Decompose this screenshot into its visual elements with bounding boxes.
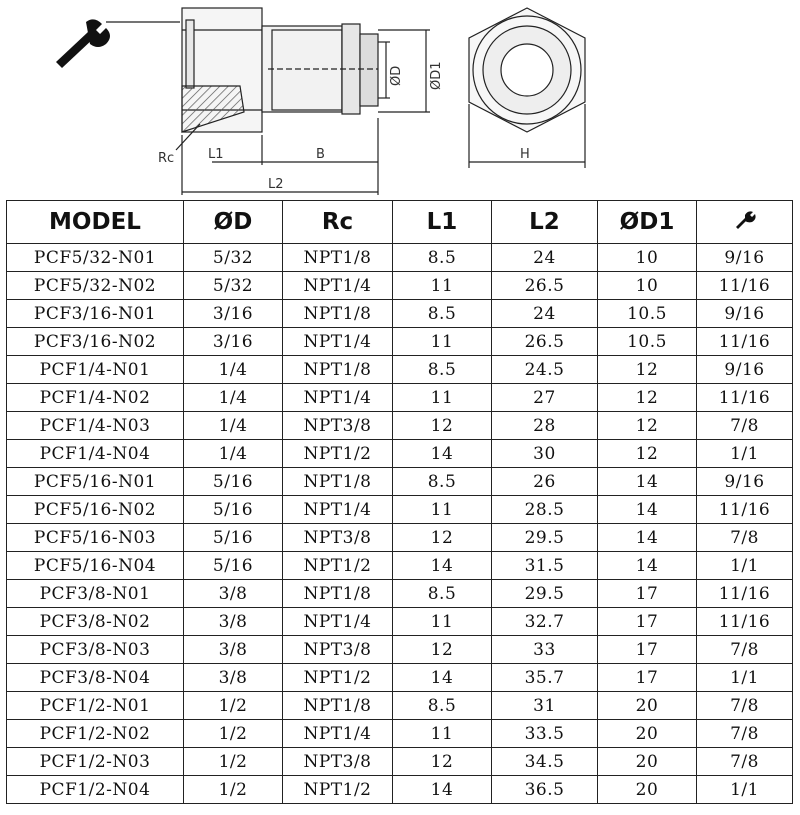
cell-model: PCF1/4-N02 (7, 384, 184, 412)
cell-wrench-size: 1/1 (697, 440, 793, 468)
cell-l1: 11 (393, 384, 492, 412)
cell-l1: 8.5 (393, 300, 492, 328)
table-row (7, 328, 793, 356)
header-l2: L2 (492, 201, 598, 244)
table-row (7, 496, 793, 524)
cell-od1: 10 (598, 244, 697, 272)
cell-l1: 11 (393, 328, 492, 356)
cell-rc: NPT1/8 (283, 356, 393, 384)
cell-wrench-size: 11/16 (697, 580, 793, 608)
cell-od1: 10.5 (598, 328, 697, 356)
cell-od: 3/8 (184, 608, 283, 636)
label-d: ØD (389, 65, 404, 86)
cell-od: 5/16 (184, 468, 283, 496)
label-rc: Rc (158, 151, 175, 166)
table-row (7, 664, 793, 692)
cell-rc: NPT1/4 (283, 496, 393, 524)
cell-wrench-size: 1/1 (697, 776, 793, 804)
cell-od: 3/16 (184, 300, 283, 328)
cell-od1: 20 (598, 692, 697, 720)
label-d1: ØD1 (429, 61, 444, 90)
cell-l1: 12 (393, 524, 492, 552)
cell-l2: 29.5 (492, 524, 598, 552)
cell-rc: NPT1/2 (283, 552, 393, 580)
cell-od: 3/8 (184, 664, 283, 692)
fitting-end-view (469, 8, 585, 168)
cell-od: 1/4 (184, 384, 283, 412)
spec-table (6, 200, 793, 804)
cell-rc: NPT1/2 (283, 776, 393, 804)
cell-od1: 12 (598, 412, 697, 440)
table-row (7, 300, 793, 328)
cell-l1: 14 (393, 440, 492, 468)
cell-od1: 10.5 (598, 300, 697, 328)
cell-wrench-size: 11/16 (697, 608, 793, 636)
cell-wrench-size: 11/16 (697, 496, 793, 524)
header-od1: ØD1 (598, 201, 697, 244)
cell-l2: 24.5 (492, 356, 598, 384)
cell-wrench-size: 7/8 (697, 636, 793, 664)
cell-wrench-size: 9/16 (697, 244, 793, 272)
cell-model: PCF3/16-N01 (7, 300, 184, 328)
cell-l1: 14 (393, 664, 492, 692)
cell-l1: 12 (393, 748, 492, 776)
cell-rc: NPT1/4 (283, 608, 393, 636)
cell-rc: NPT1/4 (283, 384, 393, 412)
cell-od1: 14 (598, 496, 697, 524)
cell-od: 1/2 (184, 748, 283, 776)
table-row (7, 244, 793, 272)
cell-l1: 14 (393, 552, 492, 580)
cell-rc: NPT1/8 (283, 580, 393, 608)
cell-od1: 14 (598, 524, 697, 552)
cell-l2: 31 (492, 692, 598, 720)
cell-od: 5/32 (184, 244, 283, 272)
cell-model: PCF5/32-N02 (7, 272, 184, 300)
cell-od: 1/2 (184, 776, 283, 804)
cell-od1: 17 (598, 664, 697, 692)
cell-wrench-size: 1/1 (697, 664, 793, 692)
cell-wrench-size: 11/16 (697, 384, 793, 412)
cell-od: 1/2 (184, 720, 283, 748)
cell-wrench-size: 7/8 (697, 692, 793, 720)
cell-model: PCF5/16-N01 (7, 468, 184, 496)
cell-od1: 12 (598, 440, 697, 468)
cell-model: PCF3/8-N04 (7, 664, 184, 692)
cell-l2: 34.5 (492, 748, 598, 776)
cell-l2: 24 (492, 244, 598, 272)
cell-l1: 8.5 (393, 580, 492, 608)
table-row (7, 412, 793, 440)
cell-wrench-size: 9/16 (697, 356, 793, 384)
table-row (7, 692, 793, 720)
table-row (7, 608, 793, 636)
header-model: MODEL (7, 201, 184, 244)
cell-l1: 8.5 (393, 692, 492, 720)
cell-model: PCF1/4-N03 (7, 412, 184, 440)
cell-od1: 20 (598, 748, 697, 776)
cell-od: 3/8 (184, 636, 283, 664)
table-row (7, 384, 793, 412)
cell-l1: 8.5 (393, 244, 492, 272)
cell-l2: 31.5 (492, 552, 598, 580)
cell-l1: 11 (393, 496, 492, 524)
cell-wrench-size: 7/8 (697, 748, 793, 776)
cell-od: 5/16 (184, 496, 283, 524)
cell-wrench-size: 9/16 (697, 300, 793, 328)
header-wrench (697, 201, 793, 244)
cell-model: PCF1/4-N01 (7, 356, 184, 384)
cell-model: PCF3/8-N02 (7, 608, 184, 636)
cell-rc: NPT1/4 (283, 272, 393, 300)
table-header-row (7, 201, 793, 244)
cell-l1: 11 (393, 272, 492, 300)
cell-model: PCF3/8-N03 (7, 636, 184, 664)
cell-l2: 30 (492, 440, 598, 468)
cell-l1: 8.5 (393, 356, 492, 384)
header-rc: Rc (283, 201, 393, 244)
cell-od1: 12 (598, 384, 697, 412)
cell-wrench-size: 1/1 (697, 552, 793, 580)
cell-l1: 12 (393, 636, 492, 664)
table-row (7, 580, 793, 608)
table-row (7, 440, 793, 468)
cell-wrench-size: 11/16 (697, 272, 793, 300)
table-row (7, 776, 793, 804)
fitting-technical-drawing (0, 0, 800, 198)
cell-l2: 26 (492, 468, 598, 496)
cell-od: 5/16 (184, 524, 283, 552)
label-h: H (520, 147, 530, 162)
cell-od1: 14 (598, 468, 697, 496)
label-l2: L2 (268, 177, 284, 192)
cell-wrench-size: 7/8 (697, 720, 793, 748)
cell-model: PCF1/2-N04 (7, 776, 184, 804)
cell-model: PCF5/16-N04 (7, 552, 184, 580)
cell-od: 1/4 (184, 356, 283, 384)
cell-model: PCF1/4-N04 (7, 440, 184, 468)
cell-l1: 11 (393, 720, 492, 748)
table-row (7, 524, 793, 552)
header-l1: L1 (393, 201, 492, 244)
cell-l2: 28 (492, 412, 598, 440)
cell-rc: NPT3/8 (283, 412, 393, 440)
cell-model: PCF1/2-N02 (7, 720, 184, 748)
label-b: B (316, 147, 325, 162)
cell-rc: NPT1/8 (283, 300, 393, 328)
cell-model: PCF5/16-N02 (7, 496, 184, 524)
cell-wrench-size: 11/16 (697, 328, 793, 356)
cell-l2: 28.5 (492, 496, 598, 524)
cell-l2: 29.5 (492, 580, 598, 608)
cell-od: 5/16 (184, 552, 283, 580)
cell-l1: 14 (393, 776, 492, 804)
cell-od1: 20 (598, 776, 697, 804)
cell-rc: NPT1/4 (283, 720, 393, 748)
table-row (7, 748, 793, 776)
cell-rc: NPT3/8 (283, 524, 393, 552)
cell-l1: 11 (393, 608, 492, 636)
cell-rc: NPT1/8 (283, 468, 393, 496)
cell-od: 3/16 (184, 328, 283, 356)
cell-od: 1/2 (184, 692, 283, 720)
cell-l2: 33 (492, 636, 598, 664)
cell-model: PCF5/32-N01 (7, 244, 184, 272)
cell-l2: 32.7 (492, 608, 598, 636)
cell-rc: NPT1/8 (283, 244, 393, 272)
cell-wrench-size: 7/8 (697, 412, 793, 440)
table-row (7, 356, 793, 384)
cell-od1: 17 (598, 636, 697, 664)
cell-l2: 26.5 (492, 272, 598, 300)
cell-rc: NPT1/2 (283, 664, 393, 692)
cell-model: PCF3/16-N02 (7, 328, 184, 356)
fitting-side-view (176, 8, 430, 195)
table-row (7, 552, 793, 580)
cell-l2: 24 (492, 300, 598, 328)
cell-od1: 17 (598, 580, 697, 608)
cell-wrench-size: 7/8 (697, 524, 793, 552)
cell-l2: 36.5 (492, 776, 598, 804)
cell-od: 5/32 (184, 272, 283, 300)
cell-od: 1/4 (184, 412, 283, 440)
cell-l1: 12 (393, 412, 492, 440)
cell-od1: 12 (598, 356, 697, 384)
cell-od1: 14 (598, 552, 697, 580)
table-row (7, 468, 793, 496)
cell-model: PCF1/2-N03 (7, 748, 184, 776)
header-od: ØD (184, 201, 283, 244)
cell-l2: 33.5 (492, 720, 598, 748)
table-row (7, 272, 793, 300)
table-row (7, 636, 793, 664)
cell-rc: NPT1/4 (283, 328, 393, 356)
cell-wrench-size: 9/16 (697, 468, 793, 496)
cell-l1: 8.5 (393, 468, 492, 496)
cell-od1: 20 (598, 720, 697, 748)
cell-model: PCF1/2-N01 (7, 692, 184, 720)
cell-l2: 26.5 (492, 328, 598, 356)
cell-model: PCF5/16-N03 (7, 524, 184, 552)
cell-l2: 27 (492, 384, 598, 412)
cell-l2: 35.7 (492, 664, 598, 692)
label-l1: L1 (208, 147, 224, 162)
cell-rc: NPT1/2 (283, 440, 393, 468)
cell-rc: NPT1/8 (283, 692, 393, 720)
cell-rc: NPT3/8 (283, 636, 393, 664)
cell-od1: 17 (598, 608, 697, 636)
cell-od: 1/4 (184, 440, 283, 468)
table-row (7, 720, 793, 748)
cell-rc: NPT3/8 (283, 748, 393, 776)
wrench-icon (56, 19, 180, 68)
wrench-icon (733, 209, 757, 229)
cell-model: PCF3/8-N01 (7, 580, 184, 608)
cell-od1: 10 (598, 272, 697, 300)
cell-od: 3/8 (184, 580, 283, 608)
